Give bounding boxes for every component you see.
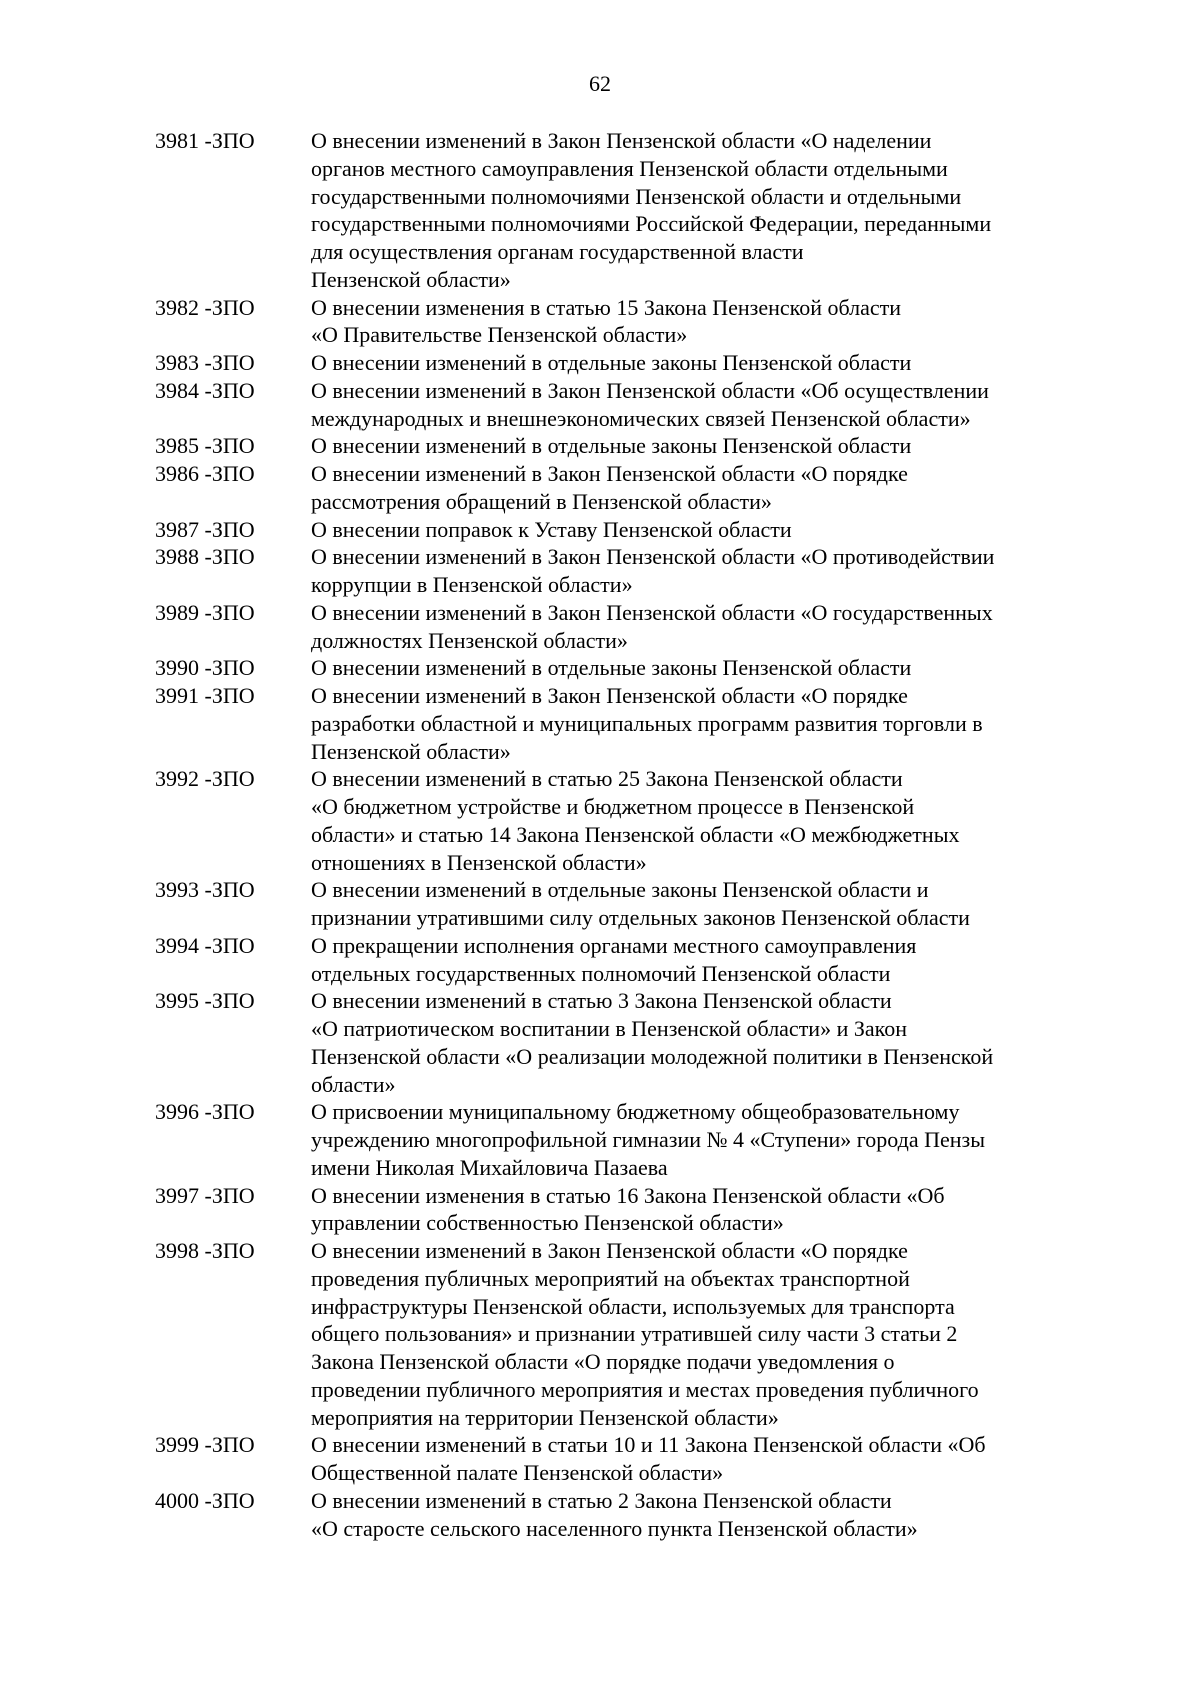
law-title — [311, 1182, 1085, 1238]
law-title — [311, 1098, 1085, 1181]
law-title — [311, 932, 1085, 988]
law-title-line: О присвоении муниципальному бюджетному общеобразовательному — [311, 1099, 960, 1125]
law-title — [311, 987, 1085, 1098]
law-title-line: «О Правительстве Пензенской области» — [311, 322, 688, 348]
law-title-line: имени Николая Михайловича Пазаева — [311, 1154, 668, 1180]
law-number: 3997 -ЗПО — [155, 1182, 255, 1208]
law-number: 3994 -ЗПО — [155, 932, 255, 958]
law-title-line: для осуществления органам государственной власти — [311, 239, 804, 264]
law-entry — [155, 349, 1085, 377]
law-title-line: рассмотрения обращений в Пензенской области» — [311, 488, 772, 514]
law-entry — [155, 377, 1085, 433]
law-title-line: О внесении изменений в Закон Пензенской области «Об осуществлении — [311, 377, 989, 403]
law-number: 3983 -ЗПО — [155, 350, 255, 375]
law-entry — [155, 432, 1085, 460]
law-title — [311, 294, 1085, 350]
law-number: 3995 -ЗПО — [155, 988, 255, 1014]
law-title — [311, 349, 1085, 377]
law-number: 3996 -ЗПО — [155, 1099, 255, 1125]
law-entry — [155, 1237, 1085, 1431]
law-entry — [155, 765, 1085, 876]
law-title-line: инфраструктуры Пензенской области, используемых для транспорта — [311, 1293, 955, 1319]
law-title-line: области» и статью 14 Закона Пензенской области «О межбюджетных — [311, 821, 960, 847]
law-title — [311, 432, 1085, 460]
law-title-line: «О бюджетном устройстве и бюджетном процессе в Пензенской — [311, 794, 915, 819]
law-title-line: О внесении изменений в отдельные законы Пензенской области — [311, 350, 912, 375]
law-title — [311, 765, 1085, 876]
law-number: 3985 -ЗПО — [155, 433, 255, 459]
law-title — [311, 460, 1085, 516]
law-number: 3999 -ЗПО — [155, 1432, 255, 1458]
law-number: 3984 -ЗПО — [155, 377, 255, 403]
law-number: 3998 -ЗПО — [155, 1238, 255, 1263]
law-number: 3981 -ЗПО — [155, 128, 255, 153]
law-title-line: коррупции в Пензенской области» — [311, 572, 633, 597]
law-entry — [155, 294, 1085, 350]
law-entry — [155, 876, 1085, 932]
law-entry — [155, 460, 1085, 516]
law-title-line: международных и внешнеэкономических связей Пензенской области» — [311, 405, 971, 431]
law-title-line: отношениях в Пензенской области» — [311, 849, 647, 875]
law-list — [155, 127, 1085, 1542]
law-title-line: О внесении изменения в статью 16 Закона Пензенской области «Об — [311, 1182, 945, 1208]
law-title-line: «О патриотическом воспитании в Пензенской области» и Закон — [311, 1016, 907, 1041]
law-entry — [155, 1487, 1085, 1543]
law-title — [311, 377, 1085, 433]
law-title-line: О внесении изменений в Закон Пензенской области «О государственных — [311, 599, 993, 625]
law-title-line: проведения публичных мероприятий на объектах транспортной — [311, 1265, 910, 1291]
law-title-line: О внесении изменений в Закон Пензенской области «О порядке — [311, 461, 908, 486]
law-number: 3982 -ЗПО — [155, 294, 255, 320]
law-entry — [155, 516, 1085, 544]
law-title-line: О прекращении исполнения органами местного самоуправления — [311, 932, 917, 958]
law-title — [311, 1431, 1085, 1487]
law-title — [311, 543, 1085, 599]
law-title-line: разработки областной и муниципальных программ развития торговли в — [311, 710, 983, 736]
law-title-line: должностях Пензенской области» — [311, 627, 628, 653]
law-number: 3987 -ЗПО — [155, 516, 255, 542]
law-number: 3990 -ЗПО — [155, 655, 255, 681]
law-title-line: Закона Пензенской области «О порядке подачи уведомления о — [311, 1349, 895, 1374]
law-title-line: общего пользования» и признании утратившей силу части 3 статьи 2 — [311, 1321, 958, 1347]
law-entry — [155, 987, 1085, 1098]
law-title — [311, 599, 1085, 655]
law-number: 3986 -ЗПО — [155, 461, 255, 486]
law-title-line: О внесении изменений в Закон Пензенской области «О порядке — [311, 1238, 908, 1263]
law-entry — [155, 654, 1085, 682]
law-number: 3991 -ЗПО — [155, 683, 255, 708]
law-title-line: О внесении изменений в статью 2 Закона Пензенской области — [311, 1487, 892, 1513]
law-number: 3993 -ЗПО — [155, 877, 255, 903]
law-title-line: отдельных государственных полномочий Пензенской области — [311, 960, 891, 986]
law-title-line: «О старосте сельского населенного пункта Пензенской области» — [311, 1515, 918, 1541]
law-title-line: О внесении поправок к Уставу Пензенской области — [311, 516, 792, 542]
law-entry — [155, 682, 1085, 765]
law-title-line: О внесении изменений в Закон Пензенской области «О порядке — [311, 683, 908, 708]
law-title — [311, 876, 1085, 932]
law-title-line: мероприятия на территории Пензенской области» — [311, 1404, 779, 1430]
law-title — [311, 1487, 1085, 1543]
law-title-line: Общественной палате Пензенской области» — [311, 1460, 724, 1485]
law-entry — [155, 1431, 1085, 1487]
law-title-line: О внесении изменений в Закон Пензенской области «О наделении — [311, 128, 932, 153]
law-title-line: проведении публичного мероприятия и местах проведения публичного — [311, 1376, 979, 1402]
law-title-line: О внесении изменений в Закон Пензенской области «О противодействии — [311, 544, 995, 570]
law-title-line: государственными полномочиями Российской Федерации, переданными — [311, 211, 992, 237]
law-entry — [155, 1182, 1085, 1238]
law-entry — [155, 932, 1085, 988]
page-number: 62 — [589, 71, 611, 96]
law-number: 3988 -ЗПО — [155, 544, 255, 570]
law-title-line: Пензенской области «О реализации молодежной политики в Пензенской — [311, 1043, 994, 1069]
law-title — [311, 516, 1085, 544]
law-title-line: органов местного самоуправления Пензенской области отдельными — [311, 155, 948, 181]
law-title-line: государственными полномочиями Пензенской области и отдельными — [311, 183, 962, 209]
law-title-line: О внесении изменений в статью 3 Закона Пензенской области — [311, 988, 892, 1014]
law-title-line: О внесении изменений в отдельные законы Пензенской области — [311, 655, 912, 681]
law-title-line: управлении собственностью Пензенской области» — [311, 1210, 784, 1236]
law-number: 3992 -ЗПО — [155, 766, 255, 792]
law-entry — [155, 543, 1085, 599]
law-title-line: Пензенской области» — [311, 738, 511, 764]
law-title — [311, 654, 1085, 682]
law-title-line: учреждению многопрофильной гимназии № 4 «Ступени» города Пензы — [311, 1127, 985, 1152]
law-entry — [155, 599, 1085, 655]
law-title — [311, 1237, 1085, 1431]
law-title-line: признании утратившими силу отдельных законов Пензенской области — [311, 905, 970, 930]
law-number: 4000 -ЗПО — [155, 1487, 255, 1513]
law-entry — [155, 1098, 1085, 1181]
law-title-line: О внесении изменения в статью 15 Закона Пензенской области — [311, 294, 902, 320]
law-title-line: области» — [311, 1071, 396, 1097]
law-title-line: О внесении изменений в статью 25 Закона Пензенской области — [311, 766, 903, 792]
law-title-line: Пензенской области» — [311, 266, 511, 292]
law-title — [311, 127, 1085, 294]
law-title — [311, 682, 1085, 765]
law-title-line: О внесении изменений в отдельные законы Пензенской области и — [311, 877, 929, 903]
law-number: 3989 -ЗПО — [155, 599, 255, 625]
law-title-line: О внесении изменений в статьи 10 и 11 Закона Пензенской области «Об — [311, 1432, 986, 1458]
law-title-line: О внесении изменений в отдельные законы Пензенской области — [311, 433, 912, 459]
law-entry — [155, 127, 1085, 294]
